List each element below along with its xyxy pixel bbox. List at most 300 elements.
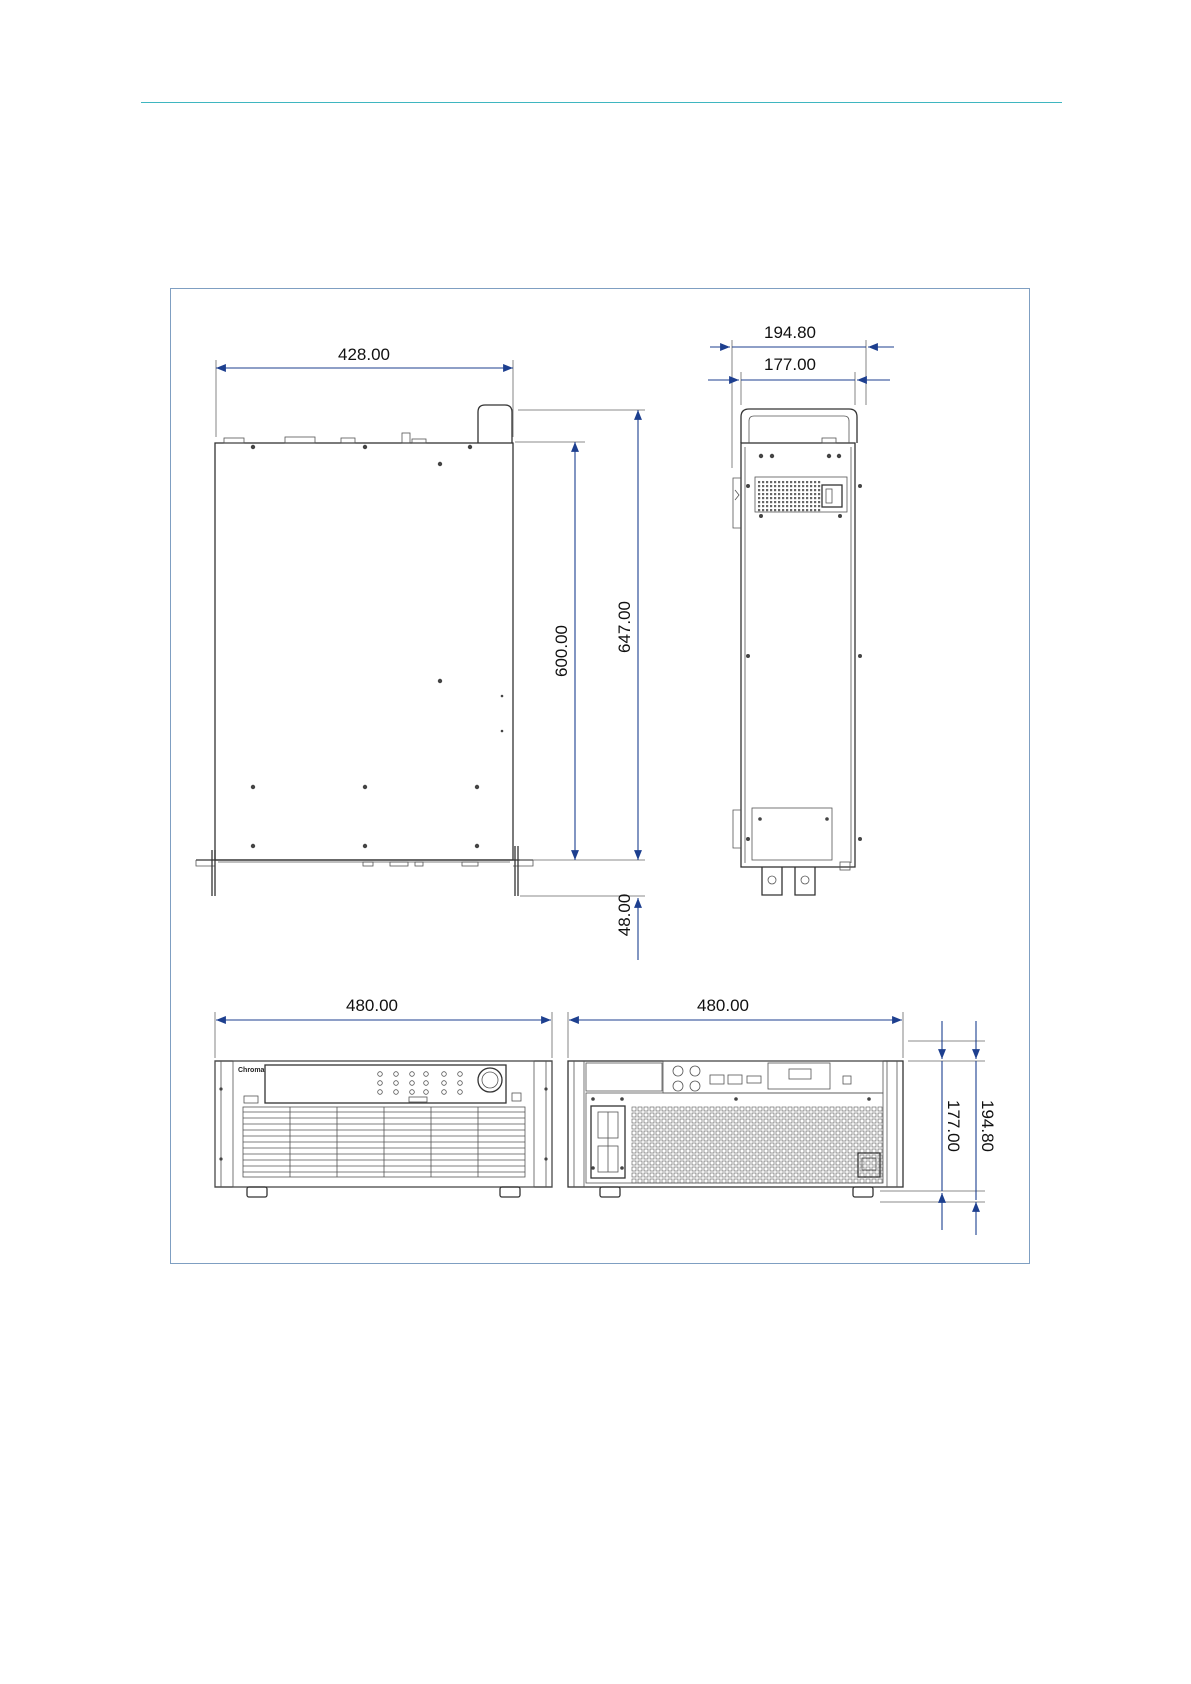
- rear-vent-hole: [710, 1173, 714, 1177]
- rear-vent-hole: [722, 1119, 726, 1123]
- rear-vent-hole: [638, 1107, 642, 1111]
- rear-vent-hole: [728, 1131, 732, 1135]
- rear-vent-hole: [812, 1173, 816, 1177]
- rear-vent-hole: [674, 1149, 678, 1153]
- rear-vent-hole: [656, 1149, 660, 1153]
- rear-vent-hole: [758, 1125, 762, 1129]
- vent-hole: [774, 501, 776, 503]
- rear-vent-hole: [776, 1125, 780, 1129]
- rear-vent-hole: [758, 1161, 762, 1165]
- vent-hole: [766, 505, 768, 507]
- rear-vent-hole: [680, 1137, 684, 1141]
- rear-vent-hole: [860, 1143, 864, 1147]
- rear-vent-hole: [782, 1149, 786, 1153]
- rear-vent-hole: [776, 1131, 780, 1135]
- rear-vent-hole: [764, 1149, 768, 1153]
- rear-vent-hole: [638, 1149, 642, 1153]
- vent-hole: [798, 481, 800, 483]
- rear-vent-hole: [668, 1167, 672, 1171]
- rear-vent-hole: [632, 1167, 636, 1171]
- rear-vent-hole: [722, 1125, 726, 1129]
- vent-hole: [778, 485, 780, 487]
- rear-vent-hole: [872, 1107, 876, 1111]
- rear-vent-hole: [764, 1143, 768, 1147]
- vent-hole: [782, 481, 784, 483]
- vent-hole: [810, 485, 812, 487]
- rear-vent-hole: [794, 1113, 798, 1117]
- rear-vent-hole: [794, 1173, 798, 1177]
- rear-vent-hole: [644, 1107, 648, 1111]
- rear-vent-hole: [674, 1143, 678, 1147]
- rear-vent-hole: [866, 1119, 870, 1123]
- rear-vent-hole: [656, 1161, 660, 1165]
- rear-vent-hole: [740, 1107, 744, 1111]
- rear-vent-hole: [686, 1161, 690, 1165]
- rear-vent-hole: [824, 1161, 828, 1165]
- rear-vent-hole: [644, 1149, 648, 1153]
- vent-hole: [778, 481, 780, 483]
- vent-hole: [810, 493, 812, 495]
- rear-vent-hole: [860, 1107, 864, 1111]
- vent-hole: [774, 493, 776, 495]
- rear-vent-hole: [704, 1149, 708, 1153]
- rear-vent-hole: [644, 1113, 648, 1117]
- rear-vent-hole: [782, 1107, 786, 1111]
- rear-vent-hole: [776, 1149, 780, 1153]
- vent-hole: [814, 485, 816, 487]
- rear-vent-hole: [878, 1179, 882, 1183]
- rear-vent-hole: [680, 1179, 684, 1183]
- rear-vent-hole: [794, 1119, 798, 1123]
- rear-vent-hole: [686, 1149, 690, 1153]
- rear-vent-hole: [716, 1143, 720, 1147]
- vent-hole: [786, 497, 788, 499]
- rear-vent-hole: [692, 1149, 696, 1153]
- rear-vent-hole: [728, 1155, 732, 1159]
- rear-vent-hole: [866, 1137, 870, 1141]
- rear-view: [568, 1061, 903, 1197]
- vent-hole: [794, 485, 796, 487]
- rear-vent-hole: [716, 1149, 720, 1153]
- vent-hole: [814, 489, 816, 491]
- rear-vent-hole: [698, 1161, 702, 1165]
- side-vent: [758, 481, 820, 511]
- vent-hole: [770, 501, 772, 503]
- vent-hole: [818, 493, 820, 495]
- rear-vent-hole: [746, 1131, 750, 1135]
- rear-vent-hole: [728, 1173, 732, 1177]
- rear-vent-hole: [638, 1131, 642, 1135]
- rear-vent-hole: [848, 1113, 852, 1117]
- rear-vent-hole: [728, 1167, 732, 1171]
- rear-vent-hole: [656, 1131, 660, 1135]
- rear-vent-hole: [860, 1113, 864, 1117]
- keypad-button: [458, 1072, 463, 1077]
- rear-vent-hole: [752, 1125, 756, 1129]
- rear-vent-hole: [824, 1131, 828, 1135]
- rear-vent-hole: [686, 1173, 690, 1177]
- rear-vent-hole: [710, 1167, 714, 1171]
- keypad-button: [394, 1090, 399, 1095]
- rear-vent-hole: [686, 1137, 690, 1141]
- rear-vent-hole: [692, 1179, 696, 1183]
- rear-vent-hole: [794, 1155, 798, 1159]
- rear-vent-hole: [656, 1125, 660, 1129]
- rear-vent-hole: [818, 1143, 822, 1147]
- rear-vent-hole: [662, 1125, 666, 1129]
- rear-vent-hole: [842, 1137, 846, 1141]
- rear-vent-hole: [704, 1161, 708, 1165]
- rear-vent-hole: [806, 1131, 810, 1135]
- rear-vent-hole: [854, 1125, 858, 1129]
- vent-hole: [762, 481, 764, 483]
- vent-hole: [794, 489, 796, 491]
- rear-vent-hole: [824, 1137, 828, 1141]
- front-view: [215, 1061, 552, 1197]
- top-view: [196, 405, 533, 896]
- rear-vent-hole: [800, 1149, 804, 1153]
- rear-vent-hole: [782, 1125, 786, 1129]
- vent-hole: [770, 509, 772, 511]
- vent-hole: [810, 481, 812, 483]
- rear-vent-hole: [734, 1155, 738, 1159]
- rear-vent-hole: [752, 1143, 756, 1147]
- rear-vent-hole: [632, 1113, 636, 1117]
- rear-vent-hole: [662, 1107, 666, 1111]
- rear-vent-hole: [812, 1155, 816, 1159]
- rear-vent-hole: [650, 1137, 654, 1141]
- rear-vent-hole: [704, 1143, 708, 1147]
- rear-vent-hole: [656, 1155, 660, 1159]
- rear-vent-hole: [824, 1179, 828, 1183]
- vent-hole: [814, 509, 816, 511]
- rear-vent-hole: [776, 1137, 780, 1141]
- rear-vent-hole: [650, 1155, 654, 1159]
- front-width-label: 480.00: [346, 996, 398, 1015]
- rear-vent-hole: [716, 1113, 720, 1117]
- rear-vent-hole: [680, 1173, 684, 1177]
- rear-vent-hole: [812, 1179, 816, 1183]
- rear-vent-hole: [764, 1119, 768, 1123]
- rear-vent-hole: [704, 1119, 708, 1123]
- rear-vent-hole: [776, 1179, 780, 1183]
- rear-vent-hole: [776, 1173, 780, 1177]
- rear-vent-hole: [674, 1137, 678, 1141]
- rear-vent-hole: [752, 1179, 756, 1183]
- rear-vent-hole: [758, 1155, 762, 1159]
- rear-vent-hole: [734, 1125, 738, 1129]
- rear-vent-hole: [722, 1113, 726, 1117]
- rear-vent-hole: [632, 1173, 636, 1177]
- rear-vent-hole: [674, 1155, 678, 1159]
- rear-vent-hole: [794, 1125, 798, 1129]
- vent-hole: [770, 485, 772, 487]
- rear-vent-hole: [686, 1155, 690, 1159]
- rear-vent-hole: [770, 1173, 774, 1177]
- rear-vent-hole: [698, 1149, 702, 1153]
- rear-vent-hole: [740, 1155, 744, 1159]
- rear-vent-hole: [824, 1167, 828, 1171]
- rear-vent-hole: [698, 1143, 702, 1147]
- rear-vent-hole: [680, 1161, 684, 1165]
- rear-vent-hole: [764, 1167, 768, 1171]
- vent-hole: [758, 489, 760, 491]
- vent-hole: [762, 485, 764, 487]
- rear-vent-hole: [722, 1137, 726, 1141]
- rear-vent-hole: [728, 1107, 732, 1111]
- vent-hole: [758, 485, 760, 487]
- rear-vent-hole: [662, 1119, 666, 1123]
- vent-hole: [818, 509, 820, 511]
- rear-vent-hole: [632, 1155, 636, 1159]
- vent-hole: [778, 493, 780, 495]
- rear-vent-hole: [710, 1119, 714, 1123]
- rear-vent-hole: [848, 1155, 852, 1159]
- rear-vent-hole: [680, 1167, 684, 1171]
- rear-vent-hole: [638, 1137, 642, 1141]
- rear-vent-hole: [842, 1161, 846, 1165]
- rear-vent-hole: [698, 1137, 702, 1141]
- rear-vent-hole: [734, 1161, 738, 1165]
- rear-vent-hole: [800, 1155, 804, 1159]
- keypad-button: [410, 1072, 415, 1077]
- rear-vent-hole: [770, 1113, 774, 1117]
- keypad-button: [458, 1090, 463, 1095]
- rear-vent-hole: [746, 1143, 750, 1147]
- vent-hole: [818, 501, 820, 503]
- rear-vent-hole: [824, 1155, 828, 1159]
- rear-vent-hole: [830, 1107, 834, 1111]
- rear-vent-hole: [800, 1143, 804, 1147]
- rear-vent-hole: [698, 1107, 702, 1111]
- vent-hole: [790, 493, 792, 495]
- rear-vent-hole: [632, 1149, 636, 1153]
- rear-vent-hole: [776, 1119, 780, 1123]
- vent-hole: [810, 497, 812, 499]
- rear-vent-hole: [860, 1179, 864, 1183]
- rear-vent-hole: [824, 1149, 828, 1153]
- rear-vent-hole: [770, 1149, 774, 1153]
- rear-vent-hole: [794, 1137, 798, 1141]
- vent-hole: [810, 501, 812, 503]
- vent-hole: [782, 505, 784, 507]
- rear-vent-hole: [734, 1119, 738, 1123]
- rear-vent-hole: [632, 1119, 636, 1123]
- rear-vent-hole: [842, 1107, 846, 1111]
- rear-vent-hole: [698, 1131, 702, 1135]
- rear-vent-hole: [836, 1143, 840, 1147]
- rear-vent-hole: [758, 1179, 762, 1183]
- rear-vent-hole: [740, 1125, 744, 1129]
- rear-vent-hole: [788, 1137, 792, 1141]
- rear-vent-hole: [818, 1113, 822, 1117]
- rear-vent-hole: [806, 1119, 810, 1123]
- vent-hole: [782, 509, 784, 511]
- rear-vent-hole: [818, 1131, 822, 1135]
- vent-hole: [802, 497, 804, 499]
- rear-vent-hole: [644, 1161, 648, 1165]
- rear-vent-hole: [824, 1125, 828, 1129]
- rear-vent-hole: [788, 1161, 792, 1165]
- vent-hole: [766, 481, 768, 483]
- rear-vent-hole: [776, 1167, 780, 1171]
- rear-vent-hole: [818, 1107, 822, 1111]
- vent-hole: [790, 497, 792, 499]
- rear-vent-hole: [662, 1167, 666, 1171]
- vent-hole: [766, 497, 768, 499]
- rear-vent-hole: [836, 1137, 840, 1141]
- vent-hole: [810, 505, 812, 507]
- rear-vent-hole: [728, 1125, 732, 1129]
- rear-vent-hole: [650, 1161, 654, 1165]
- vent-hole: [814, 497, 816, 499]
- rear-vent-hole: [698, 1179, 702, 1183]
- vent-hole: [782, 485, 784, 487]
- vent-hole: [790, 489, 792, 491]
- vent-hole: [770, 489, 772, 491]
- rear-vent-hole: [716, 1125, 720, 1129]
- rear-vent-hole: [842, 1143, 846, 1147]
- rear-vent-hole: [836, 1161, 840, 1165]
- rear-vent-hole: [848, 1143, 852, 1147]
- rear-vent-hole: [830, 1119, 834, 1123]
- rear-vent-hole: [812, 1161, 816, 1165]
- rear-vent-hole: [830, 1173, 834, 1177]
- rear-vent-hole: [866, 1107, 870, 1111]
- rear-vent-hole: [830, 1155, 834, 1159]
- rear-vent-hole: [692, 1143, 696, 1147]
- handle-depth-label: 48.00: [615, 893, 634, 937]
- rear-vent-hole: [842, 1125, 846, 1129]
- rear-vent-hole: [668, 1131, 672, 1135]
- rear-vent-hole: [788, 1113, 792, 1117]
- rear-vent-hole: [656, 1143, 660, 1147]
- rear-vent-hole: [830, 1179, 834, 1183]
- rear-vent-hole: [644, 1167, 648, 1171]
- keypad-button: [442, 1090, 447, 1095]
- rear-vent-hole: [764, 1137, 768, 1141]
- rear-vent-hole: [764, 1155, 768, 1159]
- rear-vent-hole: [806, 1149, 810, 1153]
- rear-vent-hole: [644, 1131, 648, 1135]
- rear-vent-hole: [836, 1125, 840, 1129]
- vent-hole: [782, 493, 784, 495]
- rear-vent-hole: [806, 1113, 810, 1117]
- rear-vent-hole: [758, 1167, 762, 1171]
- rear-vent-hole: [662, 1161, 666, 1165]
- rear-vent-hole: [866, 1131, 870, 1135]
- rear-vent-hole: [842, 1173, 846, 1177]
- vent-hole: [806, 489, 808, 491]
- rear-vent-hole: [800, 1131, 804, 1135]
- rear-vent-hole: [782, 1161, 786, 1165]
- vent-hole: [762, 505, 764, 507]
- rear-vent-hole: [770, 1155, 774, 1159]
- vent-hole: [778, 489, 780, 491]
- rear-vent-hole: [752, 1107, 756, 1111]
- top-view-width-label: 428.00: [338, 345, 390, 364]
- rear-vent-hole: [662, 1173, 666, 1177]
- rear-vent-hole: [872, 1131, 876, 1135]
- rear-vent-hole: [710, 1179, 714, 1183]
- rear-vent-hole: [878, 1113, 882, 1117]
- rear-vent-hole: [710, 1143, 714, 1147]
- rear-vent-hole: [770, 1161, 774, 1165]
- rear-vent-hole: [650, 1167, 654, 1171]
- vent-hole: [762, 489, 764, 491]
- rear-vent-hole: [710, 1149, 714, 1153]
- rear-vent-hole: [830, 1149, 834, 1153]
- rear-vent-hole: [812, 1149, 816, 1153]
- rear-vent-hole: [752, 1155, 756, 1159]
- vent-hole: [778, 505, 780, 507]
- vent-hole: [758, 497, 760, 499]
- vent-hole: [774, 509, 776, 511]
- rear-vent-hole: [818, 1125, 822, 1129]
- rear-vent-hole: [746, 1173, 750, 1177]
- rear-vent-hole: [650, 1149, 654, 1153]
- rear-vent-hole: [722, 1179, 726, 1183]
- rear-vent-hole: [692, 1155, 696, 1159]
- rear-vent-hole: [872, 1167, 876, 1171]
- rear-vent-hole: [632, 1107, 636, 1111]
- rear-vent-hole: [764, 1131, 768, 1135]
- rear-vent-hole: [668, 1119, 672, 1123]
- rear-vent-hole: [662, 1113, 666, 1117]
- rear-vent-hole: [806, 1179, 810, 1183]
- rear-vent-hole: [686, 1179, 690, 1183]
- rear-vent-hole: [734, 1167, 738, 1171]
- vent-hole: [810, 509, 812, 511]
- vent-hole: [794, 509, 796, 511]
- side-outer-width-label: 194.80: [764, 323, 816, 342]
- rear-vent-hole: [800, 1119, 804, 1123]
- rear-vent-hole: [848, 1161, 852, 1165]
- rear-vent-hole: [788, 1179, 792, 1183]
- vent-hole: [774, 485, 776, 487]
- rear-vent-hole: [746, 1167, 750, 1171]
- vent-hole: [802, 505, 804, 507]
- vent-hole: [802, 509, 804, 511]
- rear-vent-hole: [758, 1107, 762, 1111]
- rear-vent-hole: [710, 1161, 714, 1165]
- vent-hole: [798, 505, 800, 507]
- vent-hole: [762, 493, 764, 495]
- rear-vent-hole: [728, 1179, 732, 1183]
- rear-vent-hole: [866, 1161, 870, 1165]
- rear-vent-hole: [794, 1143, 798, 1147]
- rear-vent-hole: [842, 1167, 846, 1171]
- rear-vent-hole: [854, 1119, 858, 1123]
- vent-hole: [790, 485, 792, 487]
- rear-vent-hole: [632, 1137, 636, 1141]
- rear-vent-hole: [716, 1107, 720, 1111]
- rear-vent-hole: [764, 1125, 768, 1129]
- rear-vent-hole: [812, 1167, 816, 1171]
- rear-vent-hole: [734, 1137, 738, 1141]
- rear-vent-hole: [668, 1161, 672, 1165]
- rear-vent-hole: [638, 1119, 642, 1123]
- rear-vent-hole: [758, 1119, 762, 1123]
- rear-vent-hole: [758, 1173, 762, 1177]
- rear-vent-hole: [764, 1113, 768, 1117]
- rear-vent-hole: [674, 1167, 678, 1171]
- rear-vent-hole: [692, 1173, 696, 1177]
- vent-hole: [814, 493, 816, 495]
- rear-vent-hole: [836, 1131, 840, 1135]
- rear-vent-hole: [788, 1143, 792, 1147]
- rear-vent-hole: [632, 1179, 636, 1183]
